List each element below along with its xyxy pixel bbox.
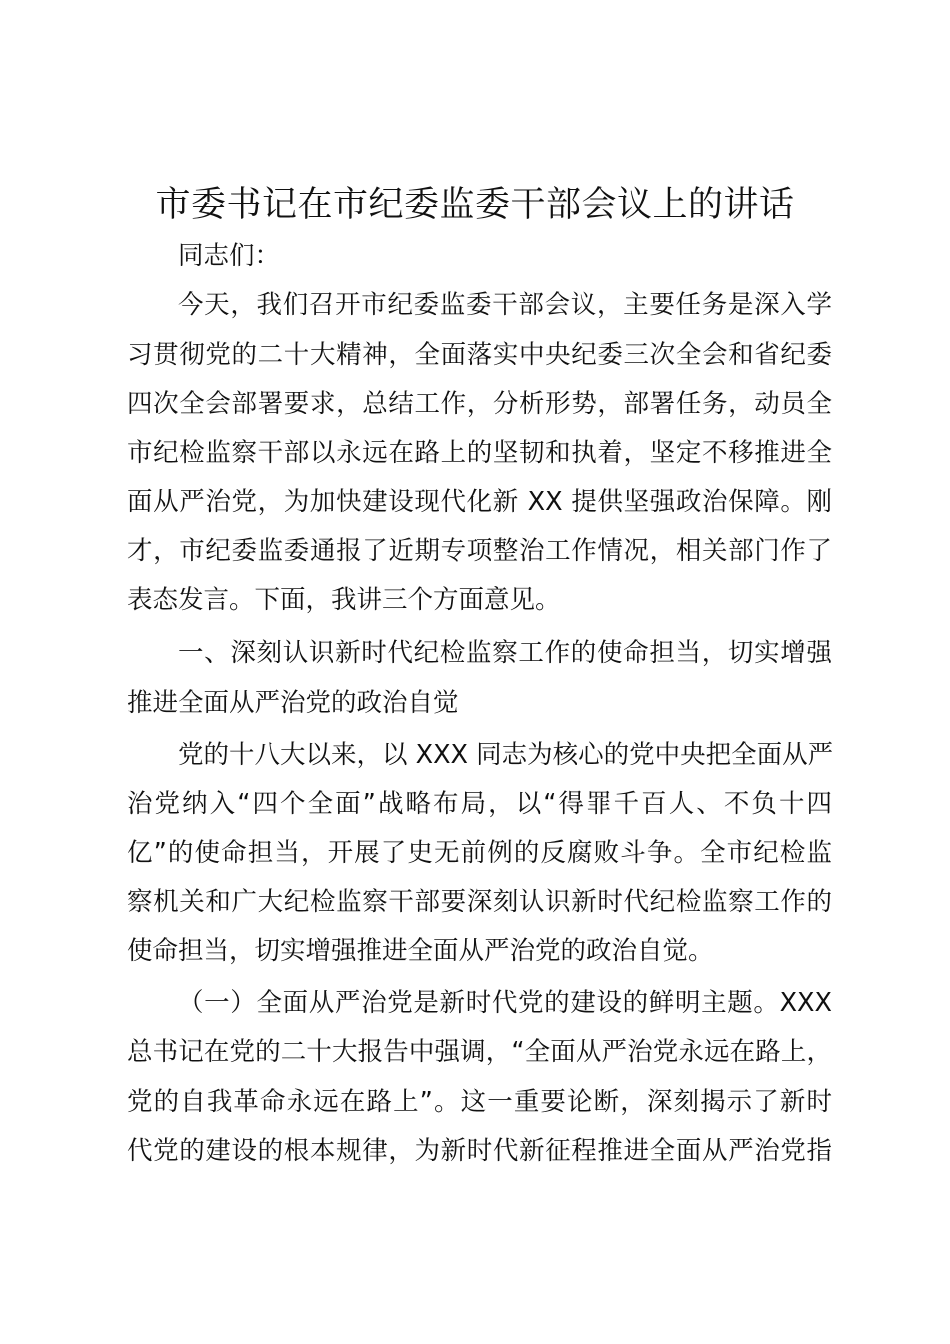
paragraph-line: 总书记在党的二十大报告中强调，“全面从严治党永远在路上， <box>127 1037 832 1067</box>
paragraph-line: 察机关和广大纪检监察干部要深刻认识新时代纪检监察工作的 <box>127 887 832 917</box>
paragraph-line: 市纪检监察干部以永远在路上的坚韧和执着，坚定不移推进全 <box>127 438 832 468</box>
paragraph-line: 面从严治党，为加快建设现代化新 XX 提供坚强政治保障。刚 <box>127 487 832 517</box>
paragraph-line: 才，市纪委监委通报了近期专项整治工作情况，相关部门作了 <box>127 536 832 566</box>
paragraph-line: 治党纳入“四个全面”战略布局，以“得罪千百人、不负十四 <box>127 789 832 819</box>
salutation: 同志们： <box>178 241 281 271</box>
paragraph-line: 亿”的使命担当，开展了史无前例的反腐败斗争。全市纪检监 <box>127 838 832 868</box>
paragraph-line: 习贯彻党的二十大精神，全面落实中央纪委三次全会和省纪委 <box>127 340 832 370</box>
section-heading-line: 推进全面从严治党的政治自觉 <box>127 688 459 718</box>
paragraph-line: 党的十八大以来，以 XXX 同志为核心的党中央把全面从严 <box>178 740 834 770</box>
paragraph-line: 党的自我革命永远在路上”。这一重要论断，深刻揭示了新时 <box>127 1087 832 1117</box>
section-heading-line: 一、深刻认识新时代纪检监察工作的使命担当，切实增强 <box>178 638 832 668</box>
paragraph-line: （一）全面从严治党是新时代党的建设的鲜明主题。XXX <box>178 988 832 1018</box>
paragraph-line: 代党的建设的根本规律，为新时代新征程推进全面从严治党指 <box>127 1136 832 1166</box>
paragraph-line: 使命担当，切实增强推进全面从严治党的政治自觉。 <box>127 936 714 966</box>
paragraph-line: 表态发言。下面，我讲三个方面意见。 <box>127 585 561 615</box>
document-title: 市委书记在市纪委监委干部会议上的讲话 <box>155 185 795 225</box>
paragraph-line: 今天，我们召开市纪委监委干部会议，主要任务是深入学 <box>178 290 832 320</box>
paragraph-line: 四次全会部署要求，总结工作，分析形势，部署任务，动员全 <box>127 389 832 419</box>
